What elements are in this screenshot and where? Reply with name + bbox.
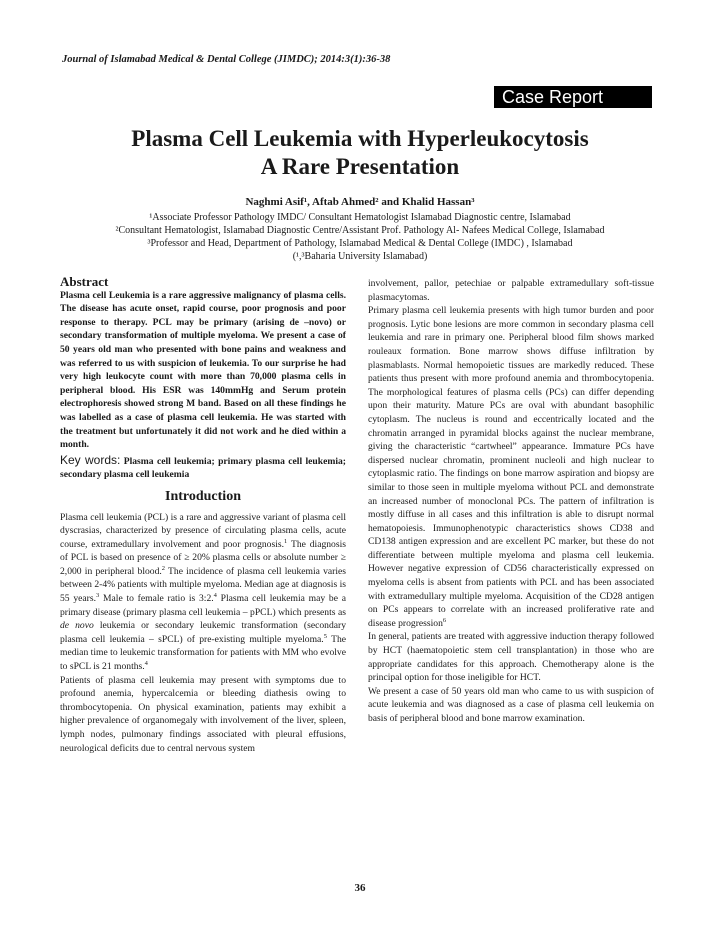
affiliation-1: ¹Associate Professor Pathology IMDC/ Consultant Hematologist Islamabad Diagnostic centre, Islamabad bbox=[149, 212, 571, 223]
right-column bbox=[368, 277, 654, 726]
intro-paragraph-2: Patients of plasma cell leukemia may present with symptoms due to profound anemia, hypercalcemia or bleeding diathesis owing to thrombocytopenia. On physical examination, patients may exhibit a higher prevalence of organomegaly with involvement of the liver, spleen, lymph nodes, pulmonary findings associated with pleural effusions, neurological deficits due to central nervous system bbox=[60, 674, 346, 754]
abstract-heading: Abstract bbox=[60, 274, 109, 289]
citation-ref: 4 bbox=[144, 659, 148, 667]
keywords-text: Plasma cell leukemia; primary plasma cell leukemia; secondary plasma cell leukemia bbox=[60, 455, 346, 481]
author-list: Naghmi Asif¹, Aftab Ahmed² and Khalid Hassan³ bbox=[245, 196, 475, 208]
abstract-text: Plasma cell Leukemia is a rare aggressive malignancy of plasma cells. The disease has acute onset, rapid course, poor prognosis and poor response to therapy. PCL may be primary (arising de –novo) or secondary transformation of multiple myeloma. We present a case of 50 years old man who presented with bone pains and weakness and was referred to us with suspicion of leukemia. To our surprise he had very high leukocyte count with more than 70,000 plasma cells in peripheral blood. His ESR was 140mmHg and Serum protein electrophoresis showed strong M band. Based on all these findings he was labelled as a case of plasma cell leukemia. He was started with the treatment but unfortunately it did not work and he died within a month. bbox=[60, 289, 346, 451]
intro-paragraph-1: Plasma cell leukemia (PCL) is a rare and aggressive variant of plasma cell dyscrasias, characterized by presence of circulating plasma cells, acute course, extramedullary involvement and poor prognosis.$^1$ The diagnosis of PCL is based on presence of ≥ 20% plasma cells or absolute number ≥ 2,000 in peripheral blood.$^2$ The incidence of plasma cell leukemia varies between 2-4% patients with multiple myeloma. Median age at diagnosis is 55 years.$^3$ Male to female ratio is 3:2.$^4$ Plasma cell leukemia may be a primary disease (primary plasma cell leukemia – pPCL) which presents as de novo leukemia or secondary leukemic transformation (secondary plasma cell leukemia – sPCL) of pre-existing multiple myeloma.$^5$ The median time to leukemic transformation for patients with MM who evolve to sPCL is 21 months.$^4$ bbox=[60, 511, 346, 673]
affiliation-3: ³Professor and Head, Department of Pathology, Islamabad Medical & Dental College (IMDC) , Islamabad bbox=[147, 238, 573, 249]
citation-ref: 6 bbox=[442, 616, 447, 624]
keywords bbox=[60, 454, 346, 482]
affiliation-4: (¹,³Baharia University Islamabad) bbox=[292, 251, 428, 262]
left-column bbox=[60, 275, 346, 755]
citation-ref: 2 bbox=[161, 564, 166, 572]
right-paragraph-4: We present a case of 50 years old man who came to us with suspicion of acute leukemia and was diagnosed as a case of plasma cell leukemia on basis of peripheral blood and bone marrow examination. bbox=[368, 685, 654, 724]
citation-ref: 4 bbox=[213, 591, 217, 599]
citation-ref: 3 bbox=[96, 591, 100, 599]
keywords-label: Key words: bbox=[60, 452, 121, 467]
right-paragraph-3: In general, patients are treated with aggressive induction therapy followed by HCT (haematopoietic stem cell transplantation) in those who are appropriate candidates for this approach. Chemotherapy alone is the principal option for those ineligible for HCT. bbox=[368, 631, 654, 684]
introduction-heading: Introduction bbox=[165, 488, 241, 504]
affiliation-2: ²Consultant Hematologist, Islamabad Diagnostic Centre/Assistant Prof. Pathology Al- Nafees Medical College, Islamabad bbox=[115, 225, 605, 236]
right-paragraph-2: Primary plasma cell leukemia presents with high tumor burden and poor prognosis. Lytic bone lesions are more common in secondary plasma cell leukemia and rare in primary one. Peripheral blood film shows marked rouleaux formation. Bone marrow shows diffuse infiltration by plasmablasts. Normal hemopoietic tissues are markedly reduced. These patients thus present with more profound anemia and thrombocytopenia. The morphological features of plasma cells (PCs) can differ depending upon their maturity. Mature PCs are oval with abundant basophilic cytoplasm. The nucleus is round and eccentrically located and the chromatin arranged in pyramidal blocks against the nuclear membrane, giving the characteristic “cartwheel” appearance. Immature PCs have dispersed nuclear chromatin, prominent nucleoli and high nuclear to cytoplasmic ratio. The findings on bone marrow aspiration and biopsy are similar to those seen in multiple myeloma without PCL and demonstrate an increased number of monoclonal PCs. The pattern of infiltration is mostly diffuse in all cases and this infiltration is able to disrupt normal hematopoiesis. Immunophenotypic characteristics shows CD38 and CD138 antigen expression and are excellent PC marker, but these do not differentiate between multiple myeloma and plasma cell leukemia. However negative expression of CD56 characteristically expressed on myeloma cells is absent from patients with PCL and has been associated with extramedullary multiple myeloma. Acquisition of the CD28 antigen on PCs appears to correlate with an increased proliferative rate and disease progression$^6$ bbox=[368, 305, 654, 629]
case-report-badge: Case Report bbox=[494, 86, 652, 108]
article-title-line-2: A Rare Presentation bbox=[260, 154, 460, 179]
article-title-line-1: Plasma Cell Leukemia with Hyperleukocytosis bbox=[131, 126, 589, 151]
citation-ref: 5 bbox=[323, 632, 327, 640]
journal-citation: Journal of Islamabad Medical & Dental College (JIMDC); 2014:3(1):36-38 bbox=[62, 54, 391, 65]
page-number: 36 bbox=[354, 882, 366, 894]
right-paragraph-1: involvement, pallor, petechiae or palpable extramedullary soft-tissue plasmacytomas. bbox=[368, 278, 654, 303]
citation-ref: 1 bbox=[284, 537, 288, 545]
